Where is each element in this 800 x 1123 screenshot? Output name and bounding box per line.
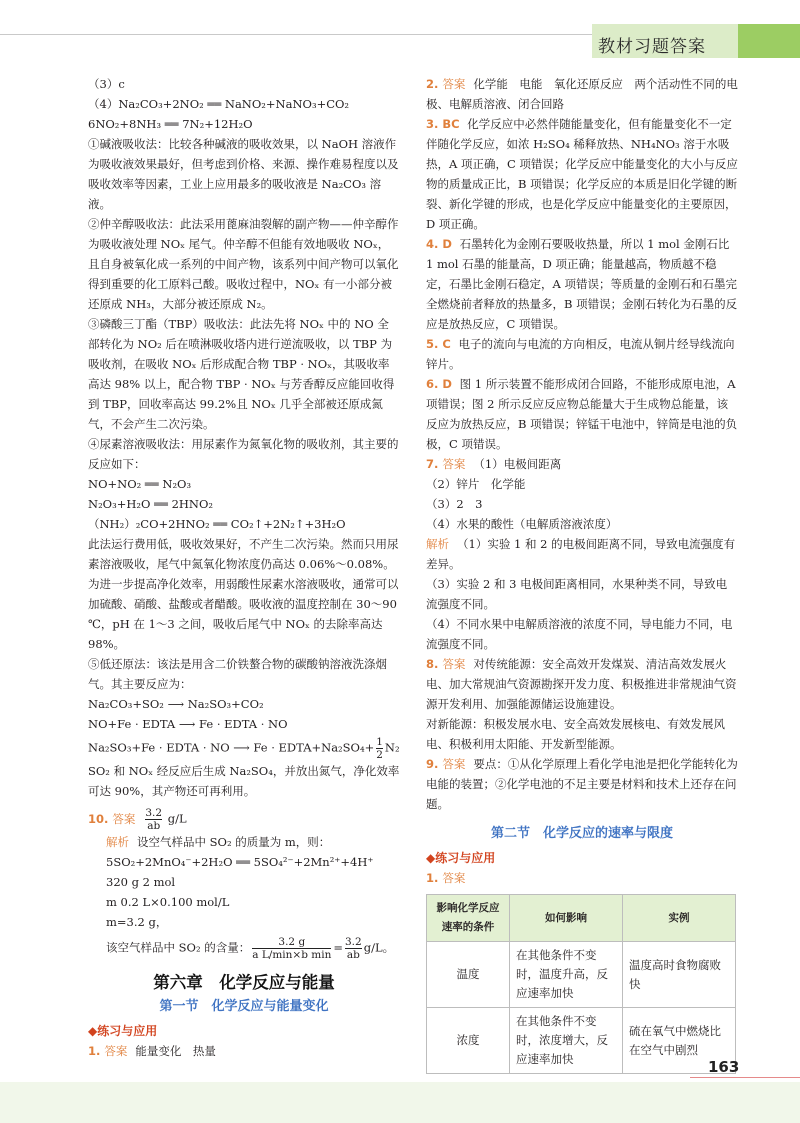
answer-choice: D	[442, 377, 452, 391]
frac-num: 3.2 g	[278, 936, 306, 948]
equation: Na₂CO₃+SO₂ ⟶ Na₂SO₃+CO₂	[88, 697, 264, 711]
left-line: 6NO₂+8NH₃ ══ 7N₂+12H₂O	[88, 117, 253, 131]
q-number: 9.	[426, 757, 439, 771]
table-header: 影响化学反应速率的条件	[427, 895, 510, 942]
frac-num: 3.2	[145, 807, 163, 819]
footer-band	[0, 1082, 800, 1123]
answer-text: 图 1 所示装置不能形成闭合回路，不能形成原电池，A 项错误；图 2 所示反应反应物总能量大于生成物总能量，该反应为放热反应，B 项错误；锌锰干电池中，锌筒是电池的负极，C 项错误。	[426, 377, 738, 451]
table-cell: 在其他条件不变时，温度升高，反应速率加快	[510, 942, 623, 1008]
q9-answer	[426, 754, 738, 814]
left-paragraph: ④尿素溶液吸收法：用尿素作为氮氧化物的吸收剂，其主要的反应如下：	[88, 437, 399, 471]
conc-fraction-2	[345, 936, 362, 961]
equation: NO+Fe · EDTA ⟶ Fe · EDTA · NO	[88, 717, 288, 731]
frac-num: 3.2	[345, 936, 362, 948]
answer-tag: 答案	[442, 457, 466, 471]
left-paragraph: SO₂ 和 NOₓ 经反应后生成 Na₂SO₄，并放出氮气，净化效率可达 90%，其产物还可再利用。	[88, 764, 400, 798]
answer-text: 石墨转化为金刚石要吸收热量，所以 1 mol 金刚石比 1 mol 石墨的能量高，D 项正确；能量越高，物质越不稳定，石墨比金刚石稳定，A 项错误；等质量的金刚石和石墨完全燃烧前者释放的热量多，B 项错误；金刚石转化为石墨的反应是放热反应，C 项错误。	[426, 237, 738, 331]
header-rule	[0, 34, 592, 35]
equation: N₂O₃+H₂O ══ 2HNO₂	[88, 497, 214, 511]
analysis-line	[88, 832, 400, 852]
question-item	[426, 114, 738, 234]
answer-tag: 答案	[104, 1044, 128, 1058]
practice-heading: ◆练习与应用	[88, 1024, 158, 1038]
q8-answer	[426, 654, 738, 714]
answer-text: 电子的流向与电流的方向相反，电流从铜片经导线流向锌片。	[426, 337, 735, 371]
table-header: 如何影响	[510, 895, 623, 942]
half-fraction	[376, 736, 383, 761]
equation	[88, 736, 400, 761]
table-cell: 温度高时食物腐败快	[623, 942, 736, 1008]
q-number: 7.	[426, 457, 439, 471]
q-number: 8.	[426, 657, 439, 671]
conc-fraction-1	[252, 936, 331, 961]
analysis-line: （3）实验 2 和 3 电极间距离相同，水果种类不同，导致电流强度不同。	[426, 577, 728, 611]
right-column	[426, 74, 738, 1074]
answer-text: 能量变化 热量	[135, 1044, 216, 1058]
q8-line: 对新能源：积极发展水电、安全高效发展核电、有效发展风电、积极利用太阳能、开发新型能源。	[426, 717, 725, 751]
conc-prefix: 该空气样品中 SO₂ 的含量：	[106, 940, 251, 955]
answer-text: 要点：①从化学原理上看化学电池是把化学能转化为电能的装置；②化学电池的不足主要是材料和技术上还存在问题。	[426, 757, 738, 811]
question-item	[426, 374, 738, 454]
section-title: 第一节 化学反应与能量变化	[159, 999, 329, 1014]
frac-den: 2	[376, 749, 383, 761]
rate-factors-table	[426, 894, 736, 1074]
left-paragraph: 此法运行费用低，吸收效果好，不产生二次污染。然而只用尿素溶液吸收，尾气中氮氧化物浓度仍高达 0.06%～0.08%。为进一步提高净化效率，用弱酸性尿素水溶液吸收，通常可以加硫酸、硝酸、盐酸或者醋酸。吸收液的温度控制在 30～90 ℃，pH 在 1～3 之间，吸收后尾气中 NOₓ 的去除率高达 98%。	[88, 537, 399, 651]
analysis-line: m 0.2 L×0.100 mol/L	[106, 895, 230, 909]
table-cell: 在其他条件不变时，浓度增大，反应速率加快	[510, 1008, 623, 1074]
analysis-line: m=3.2 g，	[106, 915, 168, 929]
q1-answer	[88, 1041, 400, 1061]
page-number: 163	[708, 1058, 740, 1076]
answer-text: 对传统能源：安全高效开发煤炭、清洁高效发展火电、加大常规油气资源勘探开发力度、积极推进非常规油气资源开发利用、加强能源储运设施建设。	[426, 657, 737, 711]
q-number: 2.	[426, 77, 439, 91]
analysis-line	[426, 534, 738, 574]
frac-den: ab	[346, 949, 360, 961]
answer-fraction	[145, 807, 162, 832]
analysis-line: 5SO₂+2MnO₄⁻+2H₂O ══ 5SO₄²⁻+2Mn²⁺+4H⁺	[106, 855, 374, 869]
q-number: 3.	[426, 117, 439, 131]
q10-answer	[88, 807, 400, 832]
answer-text: 化学能 电能 氧化还原反应 两个活动性不同的电极、电解质溶液、闭合回路	[426, 77, 738, 111]
answer-tag: 答案	[112, 811, 136, 826]
left-paragraph: ③磷酸三丁酯（TBP）吸收法：此法先将 NOₓ 中的 NO 全部转化为 NO₂ 后在喷淋吸收塔内进行逆流吸收，以 TBP 为吸收剂，在吸收 NOₓ 后形成配合物 TBP · NOₓ，其吸收率高达 98% 以上，配合物 TBP · NOₓ 与芳香醇反应能回收得到 TBP，回收率高达 99.2%且 NOₓ 几乎全部被还原成氮气，不会产生二次污染。	[88, 317, 395, 431]
q7-answer	[426, 454, 738, 474]
left-paragraph: ⑤低还原法：该法是用含二价铁螯合物的碳酸钠溶液洗涤烟气。其主要反应为：	[88, 657, 387, 691]
answer-tag: 答案	[442, 657, 466, 671]
analysis-line: （4）不同水果中电解质溶液的浓度不同，导电能力不同，电流强度不同。	[426, 617, 733, 651]
q-number: 4.	[426, 237, 439, 251]
table-header-row	[427, 895, 736, 942]
left-paragraph: ①碱液吸收法：比较各种碱液的吸收效果，以 NaOH 溶液作为吸收液效果最好，但考虑到价格、来源、操作难易程度以及吸收效率等因素，工业上应用最多的吸收液是 Na₂CO₃ 溶液。	[88, 137, 399, 211]
table-cell: 浓度	[427, 1008, 510, 1074]
question-item	[426, 74, 738, 114]
header-title: 教材习题答案	[598, 37, 706, 57]
table-row	[427, 942, 736, 1008]
analysis-tag: 解析	[426, 537, 449, 551]
question-item	[426, 234, 738, 334]
page-number-rule	[690, 1077, 800, 1078]
left-column	[88, 74, 400, 1061]
table-cell: 温度	[427, 942, 510, 1008]
answer-choice: BC	[442, 117, 460, 131]
chapter-title: 第六章 化学反应与能量	[153, 973, 335, 992]
q-number: 5.	[426, 337, 439, 351]
question-item	[426, 334, 738, 374]
frac-den: ab	[147, 820, 161, 832]
equation: NO+NO₂ ══ N₂O₃	[88, 477, 192, 491]
analysis-text: （1）实验 1 和 2 的电极间距离不同，导致电流强度有差异。	[426, 537, 736, 571]
equation-text: Na₂SO₃+Fe · EDTA · NO ⟶ Fe · EDTA+Na₂SO₄+	[88, 740, 375, 755]
frac-num: 1	[376, 736, 383, 748]
frac-den: a L/min×b min	[252, 949, 332, 961]
left-line: （3）c	[88, 77, 125, 91]
conc-suffix: g/L。	[363, 940, 395, 955]
q7-line: （3）2 3	[426, 497, 483, 511]
q-number: 6.	[426, 377, 439, 391]
answer-tag: 答案	[442, 77, 466, 91]
analysis-tag: 解析	[106, 835, 129, 849]
analysis-line: 320 g 2 mol	[106, 875, 176, 889]
q-number: 10.	[88, 811, 109, 826]
q7-line: （2）锌片 化学能	[426, 477, 526, 491]
table-row	[427, 1008, 736, 1074]
answer-text: 化学反应中必然伴随能量变化，但有能量变化不一定伴随化学反应，如浓 H₂SO₄ 稀释放热、NH₄NO₃ 溶于水吸热，A 项正确，C 项错误；化学反应中能量变化的大小与反应物的质量成正比，B 项错误；化学反应的本质是旧化学键的断裂、新化学键的形成，也是化学反应中能量变化的主要原因，D 项正确。	[426, 117, 738, 231]
q7-line: （4）水果的酸性（电解质溶液浓度）	[426, 517, 618, 531]
header-accent-bar	[738, 24, 800, 58]
q-number: 1.	[88, 1044, 101, 1058]
q-number: 1.	[426, 871, 439, 885]
q1b-answer	[426, 868, 738, 888]
section-title: 第二节 化学反应的速率与限度	[490, 826, 673, 841]
table-header: 实例	[623, 895, 736, 942]
left-line: （4）Na₂CO₃+2NO₂ ══ NaNO₂+NaNO₃+CO₂	[88, 97, 350, 111]
answer-text: （1）电极间距离	[473, 457, 562, 471]
answer-tag: 答案	[442, 871, 466, 885]
answer-tag: 答案	[442, 757, 466, 771]
answer-choice: D	[442, 237, 452, 251]
equation-text: N₂	[384, 740, 400, 755]
left-paragraph: ②仲辛醇吸收法：此法采用蓖麻油裂解的副产物——仲辛醇作为吸收液处理 NOₓ 尾气。仲辛醇不但能有效地吸收 NOₓ，且自身被氧化成一系列的中间产物，该系列中间产物可以氧化得到重要的化工原料己酸。吸收过程中，NOₓ 有一小部分被还原成 NH₃，大部分被还原成 N₂。	[88, 217, 399, 311]
concentration-line: 该空气样品中 SO₂ 的含量： $\frac{3.2 g}{\text{a L/min×b min}}$ = $\frac{3.2}{ab}$ g/L。	[106, 936, 395, 961]
analysis-text: 设空气样品中 SO₂ 的质量为 m，则：	[137, 835, 331, 849]
table-cell: 硫在氧气中燃烧比在空气中剧烈	[623, 1008, 736, 1074]
answer-choice: C	[442, 337, 451, 351]
equation: （NH₂）₂CO+2HNO₂ ══ CO₂↑+2N₂↑+3H₂O	[88, 517, 346, 531]
practice-heading: ◆练习与应用	[426, 851, 496, 865]
answer-unit: g/L	[167, 811, 187, 826]
